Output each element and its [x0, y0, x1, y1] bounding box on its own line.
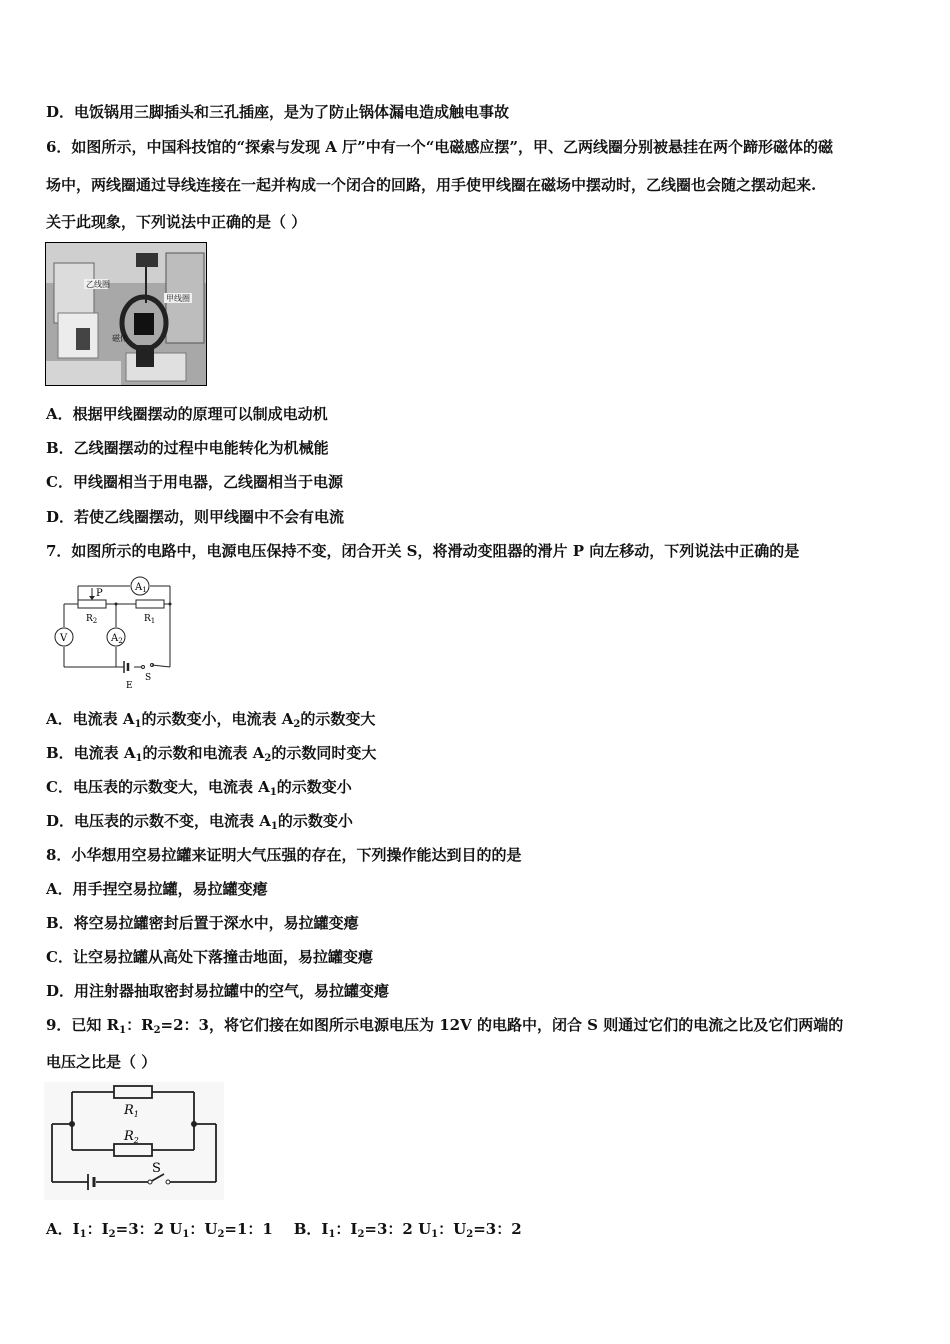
q7-option-d: D．电压表的示数不变，电流表 $A_1$的示数变小 — [46, 812, 353, 832]
q6-option-a: A．根据甲线圈摆动的原理可以制成电动机 — [46, 405, 328, 423]
q5-option-d: D．电饭锅用三脚插头和三孔插座，是为了防止锅体漏电造成触电事故 — [46, 103, 510, 121]
q7-circuit-a2: $A_2$ — [111, 633, 123, 645]
q7-circuit-a1: $A_1$ — [135, 582, 147, 594]
q7-circuit-s: S — [145, 673, 152, 683]
q9-options-ab: A．$I_1$：$I_2=3$：2 $U_1$：$U_2=1$：1 B．$I_1$：$I_2=3$：2 $U_1$：$U_2=3$：2 — [46, 1220, 522, 1240]
q7-circuit-e: E — [126, 681, 133, 691]
q8-option-c: C．让空易拉罐从高处下落撞击地面，易拉罐变瘪 — [46, 948, 373, 966]
q8-option-a: A．用手捏空易拉罐，易拉罐变瘪 — [46, 880, 268, 898]
q7-circuit-p: P — [96, 588, 103, 599]
q7-option-a: A．电流表 $A_1$的示数变小，电流表 $A_2$的示数变大 — [46, 710, 376, 730]
q8-option-d: D．用注射器抽取密封易拉罐中的空气，易拉罐变瘪 — [46, 982, 390, 1000]
q9-stem-line1: 9．已知 $R_1$：$R_2=2$：3，将它们接在如图所示电源电压为 12V 的电路中，闭合 S 则通过它们的电流之比及它们两端的 — [46, 1016, 844, 1036]
q6-photo-label-jia: 甲线圈 — [166, 294, 190, 303]
q9-circuit-r1: $R_1$ — [124, 1103, 139, 1119]
q6-option-c: C．甲线圈相当于用电器，乙线圈相当于电源 — [46, 473, 343, 491]
q6-stem-line1: 6．如图所示，中国科技馆的“探索与发现 A 厅”中有一个“电磁感应摆”，甲、乙两线圈分别被悬挂在两个蹄形磁体的磁 — [46, 138, 834, 156]
q9-circuit-diagram — [44, 1082, 224, 1200]
q9-circuit-s: S — [152, 1161, 161, 1176]
q7-option-b: B．电流表 $A_1$的示数和电流表 $A_2$的示数同时变大 — [46, 744, 377, 764]
q7-circuit-r2: $R_2$ — [86, 614, 98, 625]
q6-photo-label-yi: 乙线圈 — [86, 280, 110, 289]
q9-stem-line2: 电压之比是（ ） — [46, 1053, 157, 1071]
q6-stem-line3: 关于此现象，下列说法中正确的是（ ） — [46, 213, 307, 231]
q6-option-b: B．乙线圈摆动的过程中电能转化为机械能 — [46, 439, 329, 457]
q7-stem: 7．如图所示的电路中，电源电压保持不变，闭合开关 S，将滑动变阻器的滑片 P 向左移动，下列说法中正确的是 — [46, 542, 800, 560]
q6-photo — [45, 242, 207, 386]
q6-photo-drawing — [46, 243, 206, 385]
q7-circuit-r1: $R_1$ — [144, 614, 156, 625]
q8-stem: 8．小华想用空易拉罐来证明大气压强的存在，下列操作能达到目的的是 — [46, 846, 522, 864]
q8-option-b: B．将空易拉罐密封后置于深水中，易拉罐变瘪 — [46, 914, 359, 932]
q7-circuit-diagram — [44, 574, 184, 692]
q6-stem-line2: 场中，两线圈通过导线连接在一起并构成一个闭合的回路，用手使甲线圈在磁场中摆动时，乙线圈也会随之摆动起来. — [46, 176, 817, 194]
q7-option-c: C．电压表的示数变大，电流表 $A_1$的示数变小 — [46, 778, 352, 798]
q6-option-d: D．若使乙线圈摆动，则甲线圈中不会有电流 — [46, 508, 345, 526]
q7-circuit-v: V — [60, 633, 68, 644]
q9-circuit-r2: $R_2$ — [124, 1129, 139, 1145]
q6-photo-label-magnet: 磁体 — [112, 334, 128, 343]
